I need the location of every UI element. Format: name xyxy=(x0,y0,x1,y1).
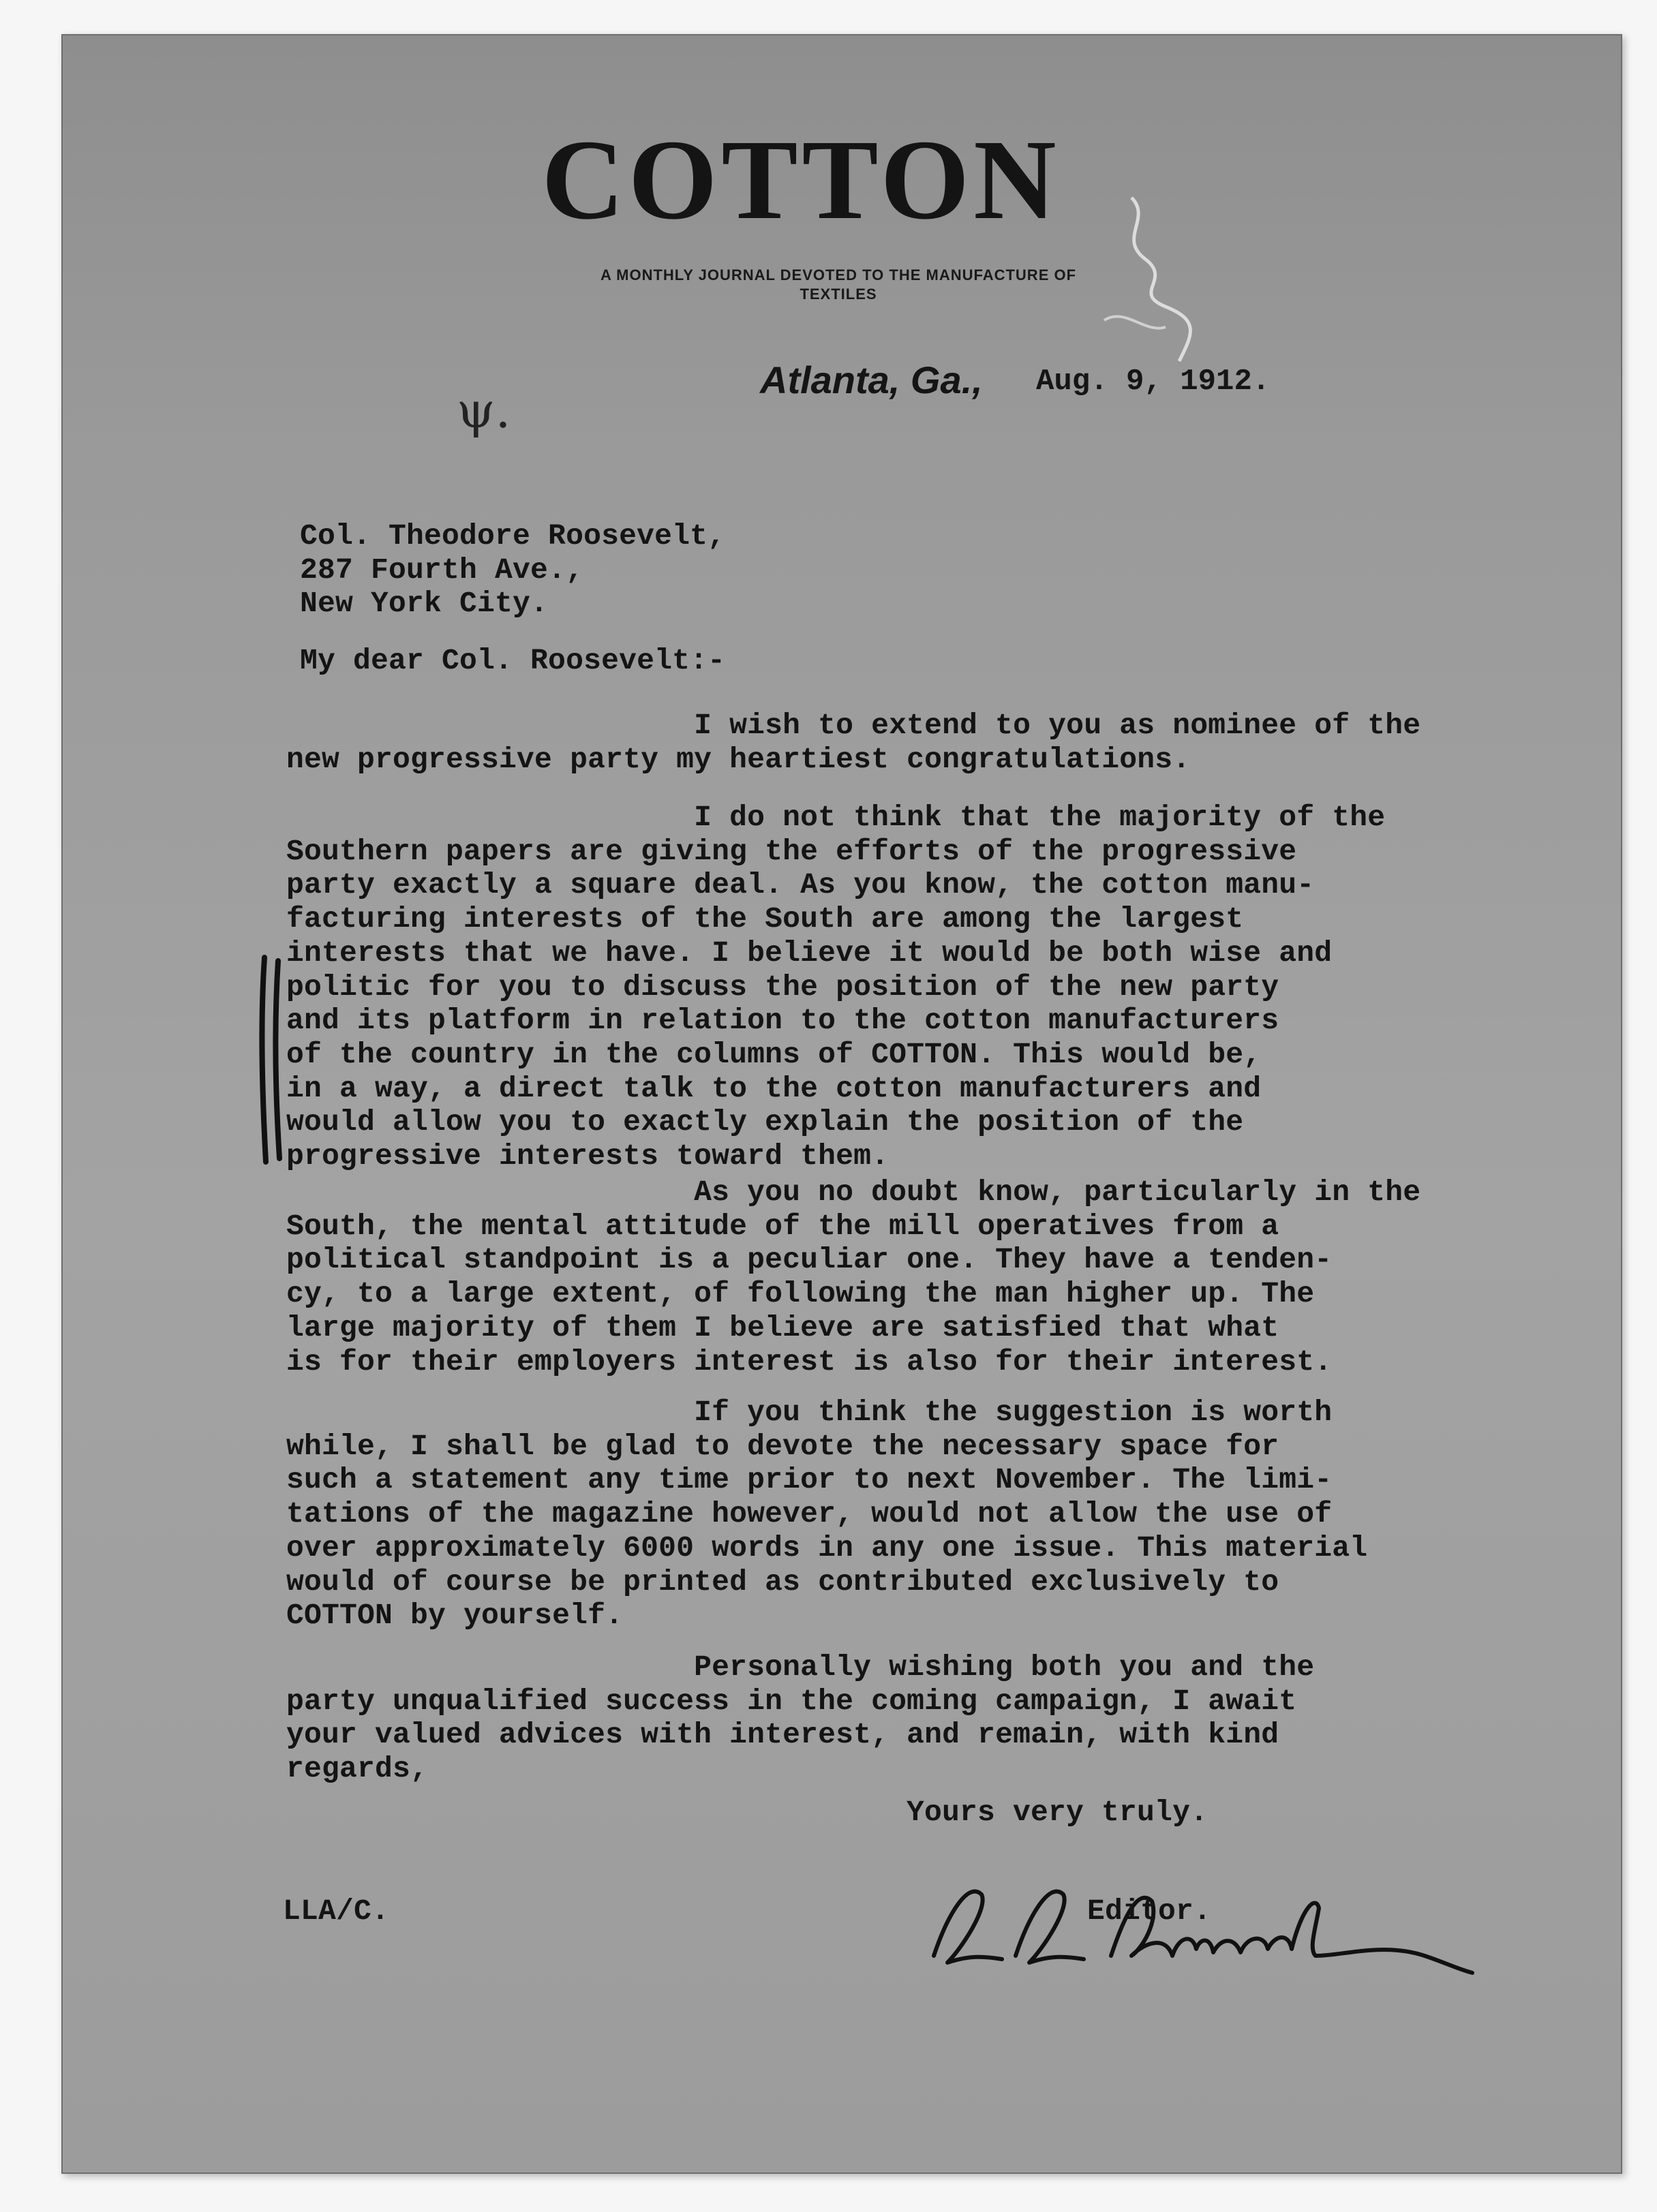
paper-crease-mark xyxy=(1091,191,1227,368)
recipient-line2: 287 Fourth Ave., xyxy=(300,553,584,587)
paragraph-2: I do not think that the majority of the Southern papers are giving the efforts of the progressive party exactly a square deal. As you know, the cotton manu- facturing interests of the South are among the largest interests that we have. I believe it would be both wise and politic for you to discuss the position of the new party and its platform in relation to the cotton manufacturers of the country in the columns of COTTON. This would be, in a way, a direct talk to the cotton manufacturers and would allow you to exactly explain the position of the progressive interests toward them. xyxy=(286,801,1386,1173)
typist-initials: LLA/C. xyxy=(283,1894,390,1928)
recipient-address xyxy=(300,519,725,621)
letterhead-subtitle-line2: TEXTILES xyxy=(800,285,877,303)
pencil-annotation: ψ. xyxy=(457,382,511,439)
paragraph-4: If you think the suggestion is worth while, I shall be glad to devote the necessary space for such a statement any time prior to next November. The limi- tations of the magazine however, would not allow the use of over approximately 6000 words in any one issue. This material would of course be printed as contributed exclusively to COTTON by yourself. xyxy=(286,1396,1368,1633)
margin-bracket-mark xyxy=(252,951,293,1169)
letterhead-subtitle-line1: A MONTHLY JOURNAL DEVOTED TO THE MANUFACTURE OF xyxy=(600,266,1077,283)
letterhead-title: COTTON xyxy=(541,117,1061,243)
paragraph-5: Personally wishing both you and the party unqualified success in the coming campaign, I await your valued advices with interest, and remain, with kind regards, xyxy=(286,1650,1315,1786)
letter-date: Aug. 9, 1912. xyxy=(1036,365,1271,399)
salutation: My dear Col. Roosevelt:- xyxy=(300,644,726,677)
letterhead-subtitle xyxy=(532,266,1145,303)
letter-place: Atlanta, Ga., xyxy=(760,358,983,401)
recipient-line3: New York City. xyxy=(300,587,549,621)
paragraph-3: As you no doubt know, particularly in the South, the mental attitude of the mill operatives from a political standpoint is a peculiar one. They have a tenden- cy, to a large extent, of following the man higher up. The large majority of them I believe are satisfied that what is for their employers interest is also for their interest. xyxy=(286,1176,1421,1379)
signer-title: Editor. xyxy=(1087,1894,1212,1928)
closing-phrase: Yours very truly. xyxy=(907,1796,1208,1829)
paragraph-1: I wish to extend to you as nominee of the new progressive party my heartiest congratulations. xyxy=(286,709,1421,776)
signature xyxy=(907,1854,1479,2003)
recipient-line1: Col. Theodore Roosevelt, xyxy=(300,519,726,553)
